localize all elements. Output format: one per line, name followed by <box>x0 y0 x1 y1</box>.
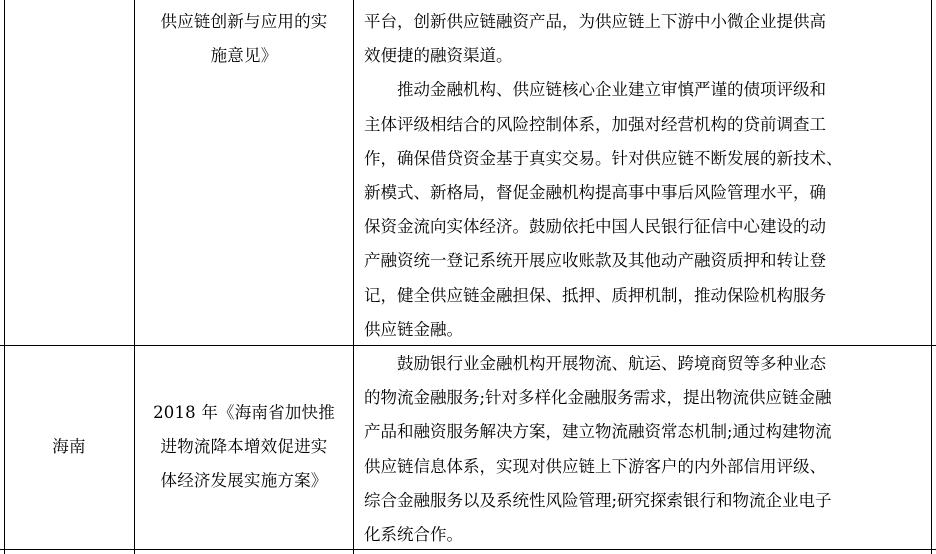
content-line: 供应链信息体系，实现对供应链上下游客户的内外部信用评级、 <box>364 456 826 476</box>
policy-line: 2018 年《海南省加快推 <box>153 403 335 422</box>
table-row-2-content <box>364 347 832 552</box>
content-line: 作，确保借贷资金基于真实交易。针对供应链不断发展的新技术、 <box>364 148 843 168</box>
content-line: 效便捷的融资渠道。 <box>364 46 513 66</box>
content-line: 平台，创新供应链融资产品，为供应链上下游中小微企业提供高 <box>364 12 826 31</box>
policy-line: 体经济发展实施方案》 <box>160 471 328 491</box>
content-line: 新模式、新格局，督促金融机构提高事中事后风险管理水平，确 <box>364 182 826 202</box>
content-line: 鼓励银行业金融机构开展物流、航运、跨境商贸等多种业态 <box>364 354 826 373</box>
policy-line: 供应链创新与应用的实 <box>160 12 328 31</box>
content-line: 保资金流向实体经济。鼓励依托中国人民银行征信中心建设的动 <box>364 217 826 237</box>
content-line: 供应链金融。 <box>364 319 463 339</box>
policy-line: 进物流降本增效促进实 <box>160 437 328 457</box>
table-row-2-policy <box>136 396 352 499</box>
table-row-2-region: 海南 <box>52 437 86 456</box>
table-border-right <box>931 0 932 554</box>
table-row-1-policy <box>136 5 352 73</box>
content-line: 综合金融服务以及系统性风险管理;研究探索银行和物流企业电子 <box>364 490 832 510</box>
content-line: 化系统合作。 <box>364 524 463 544</box>
table-border-left <box>4 0 5 554</box>
content-line: 记，健全供应链金融担保、抵押、质押机制，推动保险机构服务 <box>364 285 826 305</box>
content-line: 的物流金融服务;针对多样化金融服务需求，提出物流供应链金融 <box>364 388 832 408</box>
policy-line: 施意见》 <box>210 46 278 66</box>
table-row-1-content <box>364 5 843 347</box>
column-divider-1 <box>134 0 135 554</box>
column-divider-2 <box>353 0 354 554</box>
content-line: 推动金融机构、供应链核心企业建立审慎严谨的债项评级和 <box>364 80 826 100</box>
content-line: 产品和融资服务解决方案，建立物流融资常态机制;通过构建物流 <box>364 422 832 442</box>
content-line: 主体评级相结合的风险控制体系，加强对经营机构的贷前调查工 <box>364 114 826 134</box>
content-line: 产融资统一登记系统开展应收账款及其他动产融资质押和转让登 <box>364 251 826 271</box>
